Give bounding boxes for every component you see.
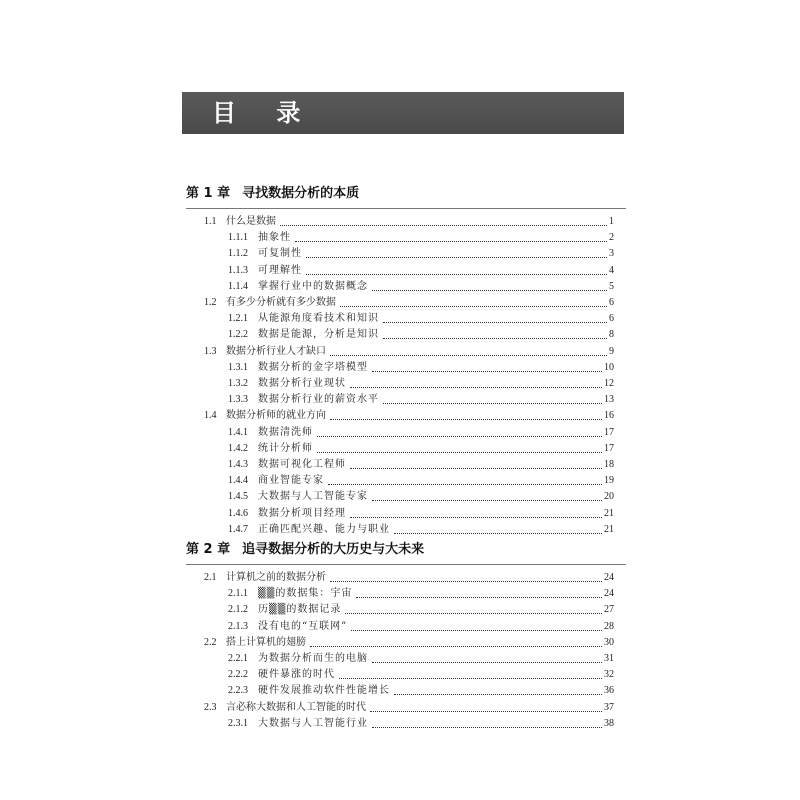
entry-number: 1.4.7: [228, 523, 248, 535]
toc-subsection-entry[interactable]: [228, 456, 614, 472]
entry-title: ▒▒的数据集：宇宙: [258, 588, 353, 600]
toc-subsection-entry[interactable]: [228, 715, 614, 731]
entry-number: 2.1.2: [228, 604, 248, 616]
entry-title: 数据是能源，分析是知识: [258, 329, 379, 341]
dot-leader: [351, 629, 602, 631]
page-number: 6: [609, 313, 614, 325]
chapter-number: 第 1 章: [186, 186, 231, 201]
chapter-divider: [186, 208, 626, 209]
entry-title: 言必称大数据和人工智能的时代: [226, 701, 366, 713]
entry-title: 掌握行业中的数据概念: [258, 280, 368, 292]
entry-number: 1.4: [204, 410, 217, 422]
entry-number: 1.1.4: [228, 280, 248, 292]
entry-number: 1.4.5: [228, 491, 248, 503]
dot-leader: [350, 467, 602, 469]
entry-title: 硬件发展推动软件性能增长: [258, 685, 390, 697]
entry-title: 可理解性: [258, 264, 302, 276]
entry-title: 从能源角度看技术和知识: [258, 313, 379, 325]
page-number: 31: [604, 653, 614, 664]
toc-subsection-entry[interactable]: [228, 682, 614, 698]
dot-leader: [310, 645, 602, 647]
entry-title: 正确匹配兴趣、能力与职业: [258, 523, 390, 535]
page-number: 6: [609, 297, 614, 308]
toc-subsection-entry[interactable]: [228, 391, 614, 407]
entry-number: 1.4.2: [228, 442, 248, 454]
page-number: 5: [609, 280, 614, 292]
chapter-heading[interactable]: [186, 540, 626, 560]
entry-title: 计算机之前的数据分析: [226, 572, 326, 583]
entry-number: 2.1.3: [228, 620, 248, 632]
entry-number: 1.3.2: [228, 378, 248, 389]
entry-number: 1.3.3: [228, 394, 248, 406]
entry-number: 1.4.4: [228, 475, 248, 487]
entry-number: 2.3.1: [228, 717, 248, 729]
entry-number: 1.2: [204, 297, 217, 308]
page-number: 28: [604, 620, 614, 632]
entry-title: 抽象性: [258, 232, 291, 244]
dot-leader: [383, 402, 602, 404]
toc-subsection-entry[interactable]: [228, 326, 614, 342]
page-number: 21: [604, 507, 614, 519]
toc-section-entry[interactable]: [204, 569, 614, 585]
entry-title: 数据分析行业的薪资水平: [258, 394, 379, 406]
toc-title: 目 录: [212, 99, 317, 127]
page-number: 36: [604, 685, 614, 697]
toc-subsection-entry[interactable]: [228, 262, 614, 278]
page-number: 16: [604, 410, 614, 422]
dot-leader: [350, 386, 602, 388]
entry-title: 历▒▒的数据记录: [258, 604, 342, 616]
page-number: 13: [604, 394, 614, 406]
dot-leader: [394, 532, 602, 534]
entry-number: 1.4.3: [228, 459, 248, 470]
toc-section-entry[interactable]: [204, 343, 614, 359]
toc-subsection-entry[interactable]: [228, 618, 614, 634]
entry-title: 商业智能专家: [258, 475, 324, 487]
page-number: 19: [604, 475, 614, 487]
page-number: 1: [609, 216, 614, 227]
entry-number: 1.1.1: [228, 232, 248, 244]
entry-number: 2.3: [204, 701, 217, 713]
toc-section-entry[interactable]: [204, 407, 614, 423]
dot-leader: [295, 240, 607, 242]
entry-number: 1.1: [204, 216, 217, 227]
dot-leader: [372, 289, 607, 291]
entry-title: 数据分析行业人才缺口: [226, 345, 326, 357]
toc-subsection-entry[interactable]: [228, 229, 614, 245]
dot-leader: [317, 451, 602, 453]
dot-leader: [339, 677, 602, 679]
entry-number: 1.4.1: [228, 426, 248, 438]
page-number: 4: [609, 264, 614, 276]
dot-leader: [372, 661, 602, 663]
page-number: 37: [604, 701, 614, 713]
entry-title: 大数据与人工智能专家: [258, 491, 368, 503]
dot-leader: [350, 516, 602, 518]
dot-leader: [340, 305, 607, 307]
toc-subsection-entry[interactable]: [228, 375, 614, 391]
entry-number: 1.4.6: [228, 507, 248, 519]
entry-number: 1.3.1: [228, 361, 248, 373]
dot-leader: [280, 224, 607, 226]
page-number: 30: [604, 636, 614, 648]
dot-leader: [356, 596, 602, 598]
entry-number: 1.1.2: [228, 248, 248, 260]
entry-title: 什么是数据: [226, 216, 276, 227]
dot-leader: [370, 710, 602, 712]
dot-leader: [372, 499, 602, 501]
toc-subsection-entry[interactable]: [228, 245, 614, 261]
entry-title: 数据分析项目经理: [258, 507, 346, 519]
toc-section-entry[interactable]: [204, 213, 614, 229]
entry-number: 2.2.1: [228, 653, 248, 664]
entry-number: 1.1.3: [228, 264, 248, 276]
page-number: 8: [609, 329, 614, 341]
chapter-title: 追寻数据分析的大历史与大未来: [242, 542, 425, 557]
page-number: 32: [604, 669, 614, 681]
entry-title: 数据分析的金字塔模型: [258, 361, 368, 373]
toc-subsection-entry[interactable]: [228, 521, 614, 537]
entry-title: 数据清洗师: [258, 426, 313, 438]
entry-title: 大数据与人工智能行业: [258, 717, 368, 729]
dot-leader: [383, 337, 607, 339]
entry-number: 2.2.2: [228, 669, 248, 681]
dot-leader: [383, 321, 607, 323]
page-number: 2: [609, 232, 614, 244]
chapter-number: 第 2 章: [186, 542, 231, 557]
entry-title: 数据分析行业现状: [258, 378, 346, 389]
page-number: 12: [604, 378, 614, 389]
entry-number: 2.1.1: [228, 588, 248, 600]
toc-subsection-entry[interactable]: [228, 278, 614, 294]
toc-section-entry[interactable]: [204, 634, 614, 650]
toc-subsection-entry[interactable]: [228, 601, 614, 617]
chapter-title: 寻找数据分析的本质: [242, 186, 360, 201]
toc-subsection-entry[interactable]: [228, 472, 614, 488]
chapter-heading[interactable]: [186, 184, 626, 204]
entry-title: 硬件暴涨的时代: [258, 669, 335, 681]
entry-title: 有多少分析就有多少数据: [226, 297, 336, 308]
entry-title: 统计分析师: [258, 442, 313, 454]
toc-subsection-entry[interactable]: [228, 424, 614, 440]
entry-number: 2.1: [204, 572, 217, 583]
page-number: 17: [604, 442, 614, 454]
entry-number: 2.2: [204, 636, 217, 648]
entry-title: 可复制性: [258, 248, 302, 260]
entry-number: 2.2.3: [228, 685, 248, 697]
toc-subsection-entry[interactable]: [228, 505, 614, 521]
entry-title: 数据可视化工程师: [258, 459, 346, 470]
toc-subsection-entry[interactable]: [228, 440, 614, 456]
page-number: 10: [604, 361, 614, 373]
entry-title: 没有电的“互联网”: [258, 620, 348, 632]
page-number: 3: [609, 248, 614, 260]
page-number: 38: [604, 717, 614, 729]
dot-leader: [330, 580, 602, 582]
toc-subsection-entry[interactable]: [228, 310, 614, 326]
page-number: 17: [604, 426, 614, 438]
entry-title: 数据分析师的就业方向: [226, 410, 326, 422]
entry-number: 1.2.2: [228, 329, 248, 341]
dot-leader: [394, 693, 602, 695]
dot-leader: [372, 726, 602, 728]
toc-subsection-entry[interactable]: [228, 666, 614, 682]
dot-leader: [345, 612, 602, 614]
chapter-divider: [186, 564, 626, 565]
page-number: 20: [604, 491, 614, 503]
toc-section-entry[interactable]: [204, 699, 614, 715]
dot-leader: [306, 273, 607, 275]
page-number: 9: [609, 345, 614, 357]
toc-section-entry[interactable]: [204, 294, 614, 310]
dot-leader: [330, 418, 602, 420]
dot-leader: [306, 256, 607, 258]
entry-title: 搭上计算机的翅膀: [226, 636, 306, 648]
entry-number: 1.2.1: [228, 313, 248, 325]
dot-leader: [330, 354, 607, 356]
page-number: 27: [604, 604, 614, 616]
entry-number: 1.3: [204, 345, 217, 357]
dot-leader: [317, 435, 602, 437]
toc-subsection-entry[interactable]: [228, 488, 614, 504]
page-number: 21: [604, 523, 614, 535]
toc-subsection-entry[interactable]: [228, 650, 614, 666]
entry-title: 为数据分析而生的电脑: [258, 653, 368, 664]
dot-leader: [328, 483, 602, 485]
toc-subsection-entry[interactable]: [228, 359, 614, 375]
dot-leader: [372, 370, 602, 372]
toc-title-banner: [182, 92, 624, 134]
toc-subsection-entry[interactable]: [228, 585, 614, 601]
page-number: 18: [604, 459, 614, 470]
page-number: 24: [604, 588, 614, 600]
page-number: 24: [604, 572, 614, 583]
